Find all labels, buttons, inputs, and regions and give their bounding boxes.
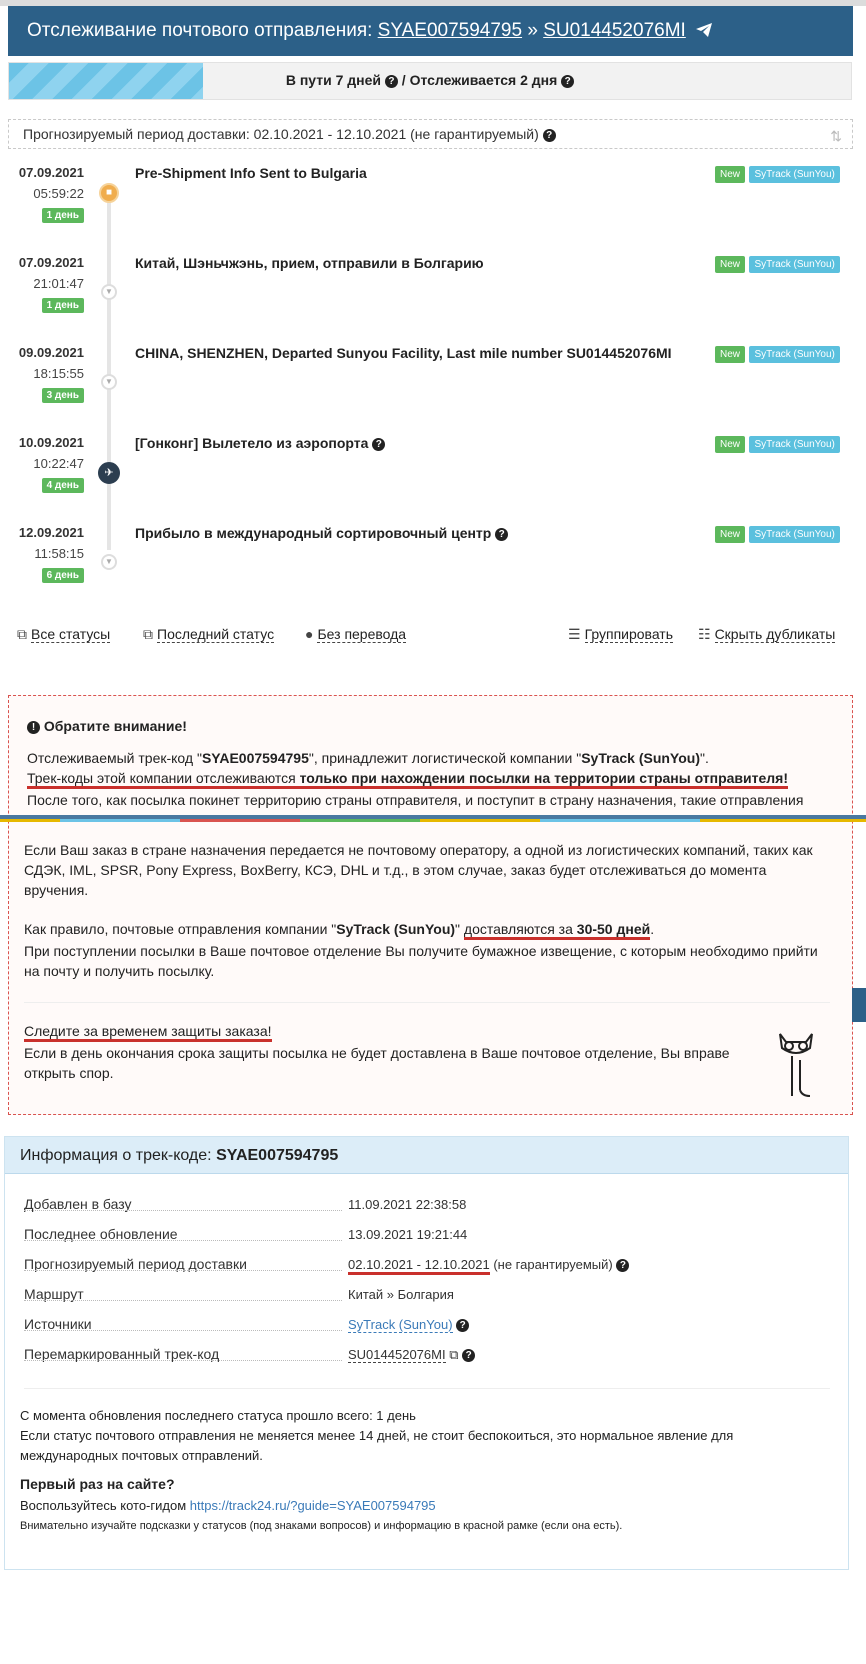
- info-value: [348, 1317, 469, 1332]
- event-tags: [715, 254, 840, 272]
- hint-text: Внимательно изучайте подсказки у статусов (под знаками вопросов) и информацию в красной рамке (если она есть).: [20, 1520, 623, 1532]
- info-value: 11.09.2021 22:38:58: [348, 1197, 467, 1212]
- warning-paragraph-2: Если Ваш заказ в стране назначения передается не почтовому оператору, а одной из логистических компаний, таких как СДЭК, IML, SPSR, Pony Express, BoxBerry, КСЭ, DHL и т.д., в этом случае, заказ будет отслеживаться до момента вручения.: [24, 842, 813, 898]
- since-update-text: С момента обновления последнего статуса прошло всего: 1 день: [20, 1408, 416, 1423]
- hide-duplicates-button[interactable]: ☷ Скрыть дубликаты: [698, 626, 836, 642]
- event-time: 10:22:47: [33, 456, 84, 471]
- advice-text: Если статус почтового отправления не меняется менее 14 дней, не стоит беспокоиться, это нормальное явление для международных почтовых отправлений.: [20, 1428, 734, 1463]
- question-icon[interactable]: ?: [462, 1349, 475, 1362]
- source-badge[interactable]: SyTrack (SunYou): [749, 256, 839, 273]
- last-status-button[interactable]: ⧉ Последний статус: [143, 626, 275, 642]
- first-time-line: Воспользуйтесь кото-гидом https://track24.ru/?guide=SYAE007594795: [20, 1498, 436, 1513]
- globe-icon: ●: [305, 626, 314, 642]
- event-tags: [715, 164, 840, 182]
- event-days-badge: 1 день: [0, 205, 84, 223]
- source-badge[interactable]: SyTrack (SunYou): [749, 346, 839, 363]
- new-badge: New: [715, 436, 745, 453]
- event-text: Pre-Shipment Info Sent to Bulgaria: [135, 165, 367, 181]
- info-panel-title: Информация о трек-коде: SYAE007594795: [5, 1137, 848, 1174]
- track-code-2-link[interactable]: SU014452076MI: [543, 20, 686, 41]
- all-statuses-button[interactable]: ⧉ Все статусы: [17, 626, 111, 642]
- header-separator: »: [527, 20, 538, 41]
- info-key: Перемаркированный трек-код: [24, 1346, 220, 1362]
- event-date: 07.09.2021: [18, 165, 84, 180]
- new-badge: New: [715, 166, 745, 183]
- new-badge: New: [715, 526, 745, 543]
- dotted-leader: [24, 1359, 342, 1361]
- question-icon[interactable]: ?: [372, 438, 385, 451]
- forecast-banner: [8, 119, 853, 149]
- event-tags: [715, 434, 840, 452]
- dotted-leader: [24, 1269, 342, 1271]
- question-icon[interactable]: ?: [561, 75, 574, 88]
- event-days-badge: 4 день: [0, 475, 84, 493]
- copy-icon: ⧉: [17, 626, 27, 642]
- group-button[interactable]: ☰ Группировать: [568, 626, 674, 642]
- warning-paragraph-4: При поступлении посылки в Ваше почтовое отделение Вы получите бумажное извещение, с которым необходимо прийти на почту и получить посылку.: [24, 943, 818, 979]
- dotted-leader: [24, 1239, 342, 1241]
- event-text: [Гонконг] Вылетело из аэропорта ?: [135, 435, 695, 451]
- new-badge: New: [715, 256, 745, 273]
- event-time: 05:59:22: [33, 186, 84, 201]
- protect-title: Следите за временем защиты заказа!: [24, 1021, 272, 1041]
- copy-icon[interactable]: ⧉: [449, 1347, 459, 1362]
- question-icon[interactable]: ?: [543, 129, 556, 142]
- info-value: Китай » Болгария: [348, 1287, 454, 1302]
- warning-line-1: Отслеживаемый трек-код "SYAE007594795", принадлежит логистической компании "SyTrack (SunYou)".: [27, 750, 709, 766]
- divider: [24, 1002, 830, 1003]
- in-transit-label: В пути 7 дней: [285, 72, 381, 88]
- progress-text: В пути 7 дней ? / Отслеживается 2 дня ?: [9, 72, 851, 88]
- dotted-leader: [24, 1299, 342, 1301]
- package-icon: ■: [99, 183, 119, 203]
- question-icon[interactable]: ?: [385, 75, 398, 88]
- event-days-badge: 1 день: [0, 295, 84, 313]
- plane-icon: ✈: [98, 462, 120, 484]
- source-badge[interactable]: SyTrack (SunYou): [749, 166, 839, 183]
- first-time-title: Первый раз на сайте?: [20, 1476, 175, 1492]
- track-code-link[interactable]: SYAE007594795: [377, 20, 523, 41]
- progress-bar: [8, 62, 852, 100]
- forecast-text: Прогнозируемый период доставки: 02.10.2021 - 12.10.2021 (не гарантируемый): [23, 126, 539, 142]
- color-strip: [0, 819, 866, 822]
- page-header: [8, 6, 853, 56]
- timeline-line: [107, 190, 111, 550]
- indent-icon: ☷: [698, 626, 711, 642]
- new-badge: New: [715, 346, 745, 363]
- question-icon[interactable]: ?: [616, 1259, 629, 1272]
- protect-text: Если в день окончания срока защиты посылка не будет доставлена в Ваше почтовое отделение, Вы вправе открыть спор.: [24, 1045, 730, 1081]
- dotted-leader: [24, 1209, 342, 1211]
- warning-line-3: После того, как посылка покинет территорию страны отправителя, и поступит в страну назначения, такие отправления: [27, 792, 804, 808]
- chevron-down-icon[interactable]: ▼: [101, 374, 117, 390]
- event-time: 11:58:15: [34, 546, 84, 561]
- info-key: Источники: [24, 1316, 92, 1332]
- warning-paragraph-3: Как правило, почтовые отправления компании "SyTrack (SunYou)" доставляются за 30-50 дней.: [24, 919, 824, 939]
- tracked-label: Отслеживается 2 дня: [409, 72, 558, 88]
- exclamation-icon: !: [27, 721, 40, 734]
- side-tab[interactable]: [852, 988, 866, 1022]
- chevron-down-icon[interactable]: ▼: [101, 284, 117, 300]
- event-days-badge: 3 день: [0, 385, 84, 403]
- source-badge[interactable]: SyTrack (SunYou): [749, 436, 839, 453]
- warning-title: ! Обратите внимание!: [27, 718, 187, 734]
- info-key: Прогнозируемый период доставки: [24, 1256, 247, 1272]
- copy-icon: ⧉: [143, 626, 153, 642]
- header-prefix: Отслеживание почтового отправления:: [27, 20, 373, 41]
- source-badge[interactable]: SyTrack (SunYou): [749, 526, 839, 543]
- warning-line-2: Трек-коды этой компании отслеживаются только при нахождении посылки на территории страны отправителя!: [27, 768, 788, 788]
- event-text: CHINA, SHENZHEN, Departed Sunyou Facility, Last mile number SU014452076MI: [135, 345, 672, 361]
- question-icon[interactable]: ?: [456, 1319, 469, 1332]
- event-time: 21:01:47: [33, 276, 84, 291]
- divider: [24, 1388, 830, 1389]
- info-key: Маршрут: [24, 1286, 84, 1302]
- telegram-icon[interactable]: [695, 8, 713, 58]
- event-text: Прибыло в международный сортировочный центр ?: [135, 525, 695, 541]
- cat-icon: [776, 1030, 816, 1105]
- event-date: 12.09.2021: [18, 525, 84, 540]
- event-tags: [715, 524, 840, 542]
- source-link[interactable]: SyTrack (SunYou): [348, 1317, 453, 1332]
- question-icon[interactable]: ?: [495, 528, 508, 541]
- no-translation-button[interactable]: ● Без перевода: [305, 626, 407, 642]
- info-key: Последнее обновление: [24, 1226, 178, 1242]
- dotted-leader: [24, 1329, 342, 1331]
- info-value: 13.09.2021 19:21:44: [348, 1227, 468, 1242]
- event-tags: [715, 344, 840, 362]
- info-key: Добавлен в базу: [24, 1196, 132, 1212]
- event-date: 10.09.2021: [18, 435, 84, 450]
- event-days-badge: 6 день: [0, 565, 84, 583]
- sort-icon[interactable]: ⇅: [830, 128, 842, 144]
- chevron-down-icon[interactable]: ▼: [101, 554, 117, 570]
- list-icon: ☰: [568, 626, 581, 642]
- event-text: Китай, Шэньчжэнь, прием, отправили в Болгарию: [135, 255, 484, 271]
- guide-link[interactable]: https://track24.ru/?guide=SYAE007594795: [189, 1498, 436, 1513]
- event-date: 09.09.2021: [18, 345, 84, 360]
- event-date: 07.09.2021: [18, 255, 84, 270]
- info-value: 02.10.2021 - 12.10.2021 (не гарантируемый) ?: [348, 1257, 629, 1272]
- info-value: SU014452076MI ⧉ ?: [348, 1347, 475, 1363]
- event-time: 18:15:55: [33, 366, 84, 381]
